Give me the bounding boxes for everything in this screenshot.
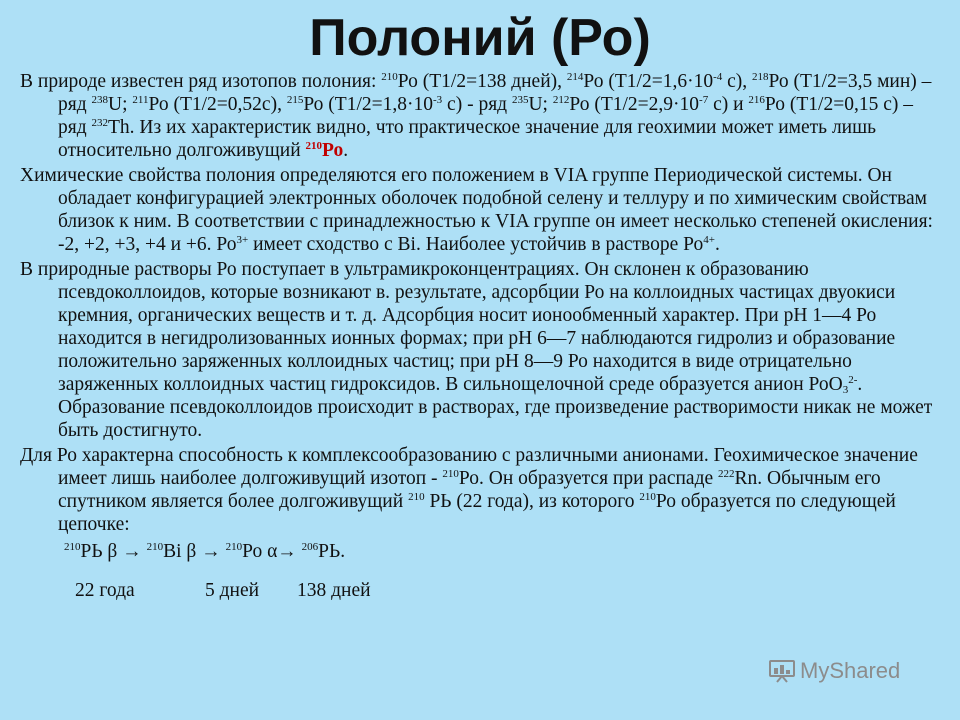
watermark-text: MyShared [800, 658, 901, 683]
half-life-labels [20, 579, 940, 602]
half-life-pb: 22 года [75, 580, 135, 601]
slide-title: Полоний (Ро) [309, 9, 651, 67]
presentation-board-icon [768, 659, 796, 683]
paragraph-isotopes: В природе известен ряд изотопов полония: $^{210}$Ро (Т1/2=138 дней), $^{214}$Ро ($Т1/2=1,6\cdot 10^{-4}$ с), $^{218}$Ро (Т1/2=3,5 мин) – ряд $^{238}$U; $^{211}$Ро (Т1/2=0,52с), $^{215}$Ро ($Т1/2=1,8\cdot 10^{-3}$ с) - ряд $^{235}$U; $^{212}$Ро ($Т1/2=2,9\cdot 10^{-7}$ с) и $^{216}$Ро (Т1/2=0,15 с) – ряд $^{232}$Th. Из их характеристик видно, что практическое значение для геохимии может иметь лишь относительно долгоживущий $^{210}$Ро. [20, 71, 932, 161]
highlight-po210: $^{210}$Ро [305, 140, 344, 161]
half-life-bi: 5 дней [205, 580, 260, 601]
paragraph-natural-solutions: В природные растворы Ро поступает в ультрамикроконцентрациях. Он склонен к образованию псевдоколлоидов, которые возникают в. результате, адсорбции Ро на коллоидных частицах двуокиси кремния, органических веществ и т. д. Адсорбция носит ионообменный характер. При рН 1—4 Ро находится в негидролизованных ионных формах; при рН 6—7 наблюдаются гидролиз и образование положительно заряженных коллоидных частиц; при рН 8—9 Ро находится в виде отрицательно заряженных коллоидных частиц гидроксидов. В сильнощелочной среде образуется анион РоО$_3^{2-}$. Образование псевдоколлоидов происходит в растворах, где произведение растворимости никак не может быть достигнуто. [20, 259, 933, 441]
watermark-logo [768, 658, 900, 684]
decay-chain: $^{210}$РЬ β → $^{210}$Bi β → $^{210}$Ро α→ $^{206}$РЬ. [64, 541, 346, 562]
slide-body [20, 70, 940, 602]
paragraph-chemical-properties: Химические свойства полония определяются его положением в VIA группе Периодической системы. Он обладает конфигурацией электронных оболочек подобной селену и теллуру и по химическим свойствам близок к ним. В соответствии с принадлежностью к VIA группе он имеет несколько степеней окисления: -2, +2, +3, +4 и +6. $Ро^{3+}$ имеет сходство с Bi. Наиболее устойчив в растворе $Ро^{4+}$. [20, 165, 933, 255]
paragraph-complexation: Для Ро характерна способность к комплексообразованию с различными анионами. Геохимическое значение имеет лишь наиболее долгоживущий изотоп - $^{210}$Ро. Он образуется при распаде $^{222}$Rn. Обычным его спутником является более долгоживущий $^{210}$ РЬ (22 года), из которого $^{210}$Ро образуется по следующей цепочке: [20, 445, 918, 535]
half-life-po: 138 дней [297, 580, 371, 601]
